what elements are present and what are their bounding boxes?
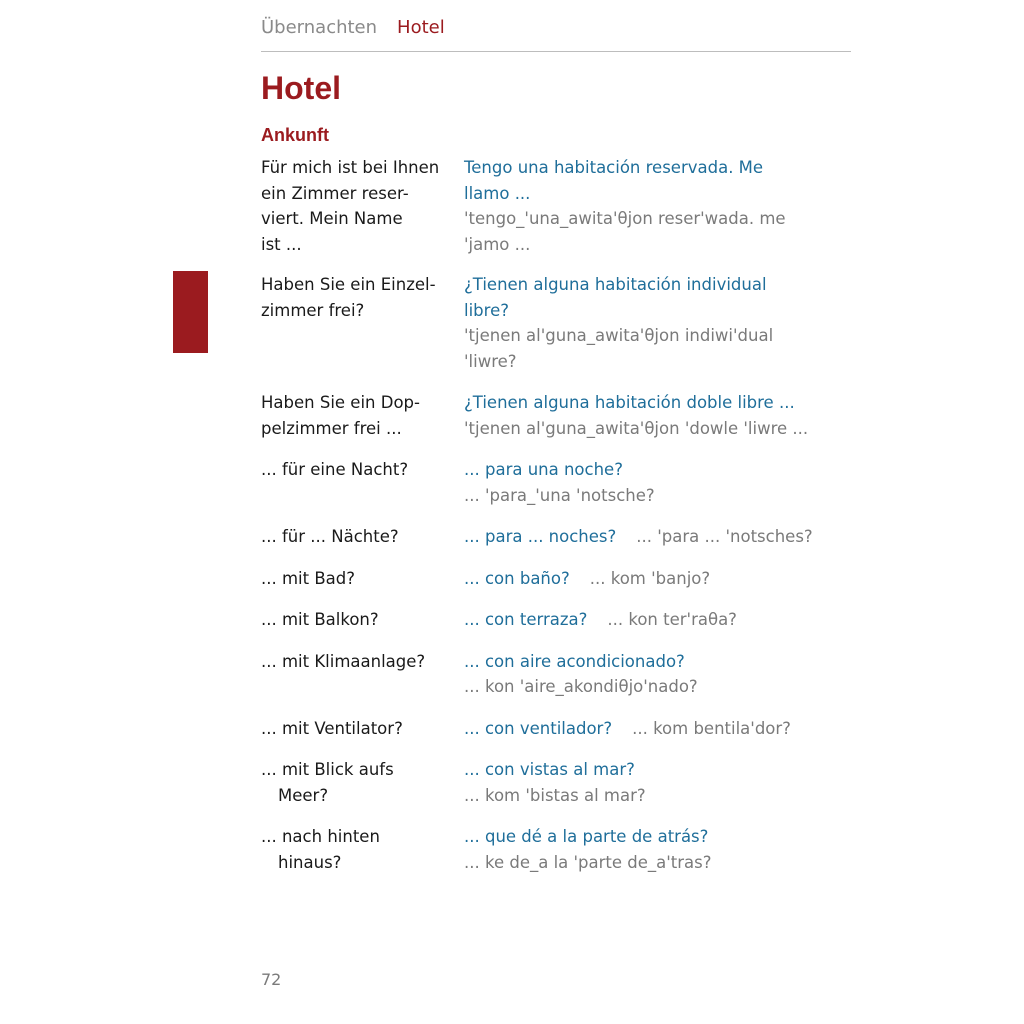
- german-line: ein Zimmer reser-: [261, 183, 409, 203]
- breadcrumb: [261, 14, 851, 42]
- spanish-translation: [464, 607, 851, 633]
- phrase-entry: [261, 155, 851, 257]
- pronunciation: ... kon ter'raθa?: [607, 610, 737, 629]
- pronunciation: ... kom 'banjo?: [589, 568, 711, 588]
- phrase-entry: [261, 757, 851, 808]
- breadcrumb-section: Übernachten: [261, 17, 378, 38]
- phrase-entry: [261, 457, 851, 508]
- german-line: ... für eine Nacht?: [261, 460, 409, 479]
- german-line: Haben Sie ein Einzel-: [261, 275, 436, 294]
- chapter-tab-marker: [173, 271, 208, 353]
- spanish-translation: [464, 390, 851, 441]
- spanish-phrase-line: libre?: [464, 300, 509, 320]
- pronunciation: ... kom bentila'dor?: [632, 718, 791, 738]
- spanish-phrase-line: ¿Tienen alguna habitación doble libre ...: [464, 393, 795, 412]
- phrase-entry: [261, 566, 851, 592]
- page-title: Hotel: [261, 70, 341, 106]
- breadcrumb-current: Hotel: [397, 17, 445, 38]
- pronunciation: ... 'para ... 'notsches?: [636, 527, 813, 546]
- german-line: hinaus?: [278, 852, 342, 872]
- german-line: ist ...: [261, 234, 302, 254]
- phrase-entry: [261, 390, 851, 441]
- german-phrase: [261, 757, 464, 808]
- german-phrase: [261, 607, 464, 633]
- phrase-list: [261, 155, 851, 875]
- german-line: ... mit Bad?: [261, 568, 356, 588]
- german-line: ... mit Ventilator?: [261, 718, 403, 738]
- spanish-phrase-line: llamo ...: [464, 183, 531, 203]
- german-phrase: [261, 155, 464, 257]
- pronunciation-line: 'tjenen al'guna_awita'θjon 'dowle 'liwre ...: [464, 418, 809, 438]
- german-line: zimmer frei?: [261, 300, 365, 320]
- german-phrase: [261, 524, 464, 550]
- phrase-entry: [261, 272, 851, 374]
- phrase-entry: [261, 824, 851, 875]
- german-phrase: [261, 824, 464, 875]
- section-heading: Ankunft: [261, 125, 329, 145]
- spanish-phrase-line: ... con aire acondicionado?: [464, 651, 685, 671]
- phrase-entry: [261, 716, 851, 742]
- pronunciation-line: 'liwre?: [464, 351, 517, 371]
- phrase-entry: [261, 649, 851, 700]
- german-phrase: [261, 649, 464, 700]
- spanish-translation: [464, 566, 851, 592]
- spanish-translation: [464, 757, 851, 808]
- german-phrase: [261, 272, 464, 374]
- spanish-phrase: ... con baño?: [464, 568, 570, 588]
- pronunciation-line: 'tengo_'una_awita'θjon reser'wada. me: [464, 209, 786, 228]
- german-line: ... mit Blick aufs: [261, 760, 394, 779]
- spanish-phrase: ... para ... noches?: [464, 527, 617, 546]
- spanish-phrase-line: Tengo una habitación reservada. Me: [464, 158, 764, 177]
- pronunciation-line: ... kom 'bistas al mar?: [464, 785, 646, 805]
- phrase-entry: [261, 607, 851, 633]
- spanish-translation: [464, 457, 851, 508]
- spanish-phrase-line: ¿Tienen alguna habitación individual: [464, 275, 767, 294]
- german-line: pelzimmer frei ...: [261, 418, 402, 438]
- spanish-phrase-line: ... que dé a la parte de atrás?: [464, 827, 709, 846]
- german-line: viert. Mein Name: [261, 209, 403, 228]
- spanish-translation: [464, 524, 851, 550]
- german-line: ... für ... Nächte?: [261, 527, 399, 546]
- phrase-entry: [261, 524, 851, 550]
- german-line: ... mit Balkon?: [261, 610, 379, 629]
- german-line: Für mich ist bei Ihnen: [261, 158, 440, 177]
- header-divider: [261, 51, 851, 52]
- pronunciation-line: 'tjenen al'guna_awita'θjon indiwi'dual: [464, 326, 774, 345]
- spanish-translation: [464, 824, 851, 875]
- pronunciation-line: ... ke de_a la 'parte de_a'tras?: [464, 852, 712, 872]
- spanish-translation: [464, 155, 851, 257]
- german-phrase: [261, 390, 464, 441]
- german-phrase: [261, 457, 464, 508]
- page-number: 72: [261, 970, 282, 989]
- spanish-translation: [464, 649, 851, 700]
- pronunciation-line: 'jamo ...: [464, 234, 531, 254]
- german-phrase: [261, 566, 464, 592]
- spanish-phrase-line: ... para una noche?: [464, 460, 623, 479]
- spanish-phrase: ... con terraza?: [464, 610, 588, 629]
- spanish-translation: [464, 272, 851, 374]
- spanish-translation: [464, 716, 851, 742]
- pronunciation-line: ... kon 'aire_akondiθjo'nado?: [464, 677, 698, 696]
- german-phrase: [261, 716, 464, 742]
- pronunciation-line: ... 'para_'una 'notsche?: [464, 485, 655, 505]
- german-line: ... nach hinten: [261, 827, 380, 846]
- spanish-phrase-line: ... con vistas al mar?: [464, 760, 635, 779]
- german-line: Meer?: [278, 785, 329, 805]
- german-line: Haben Sie ein Dop-: [261, 393, 420, 412]
- german-line: ... mit Klimaanlage?: [261, 651, 426, 671]
- spanish-phrase: ... con ventilador?: [464, 718, 613, 738]
